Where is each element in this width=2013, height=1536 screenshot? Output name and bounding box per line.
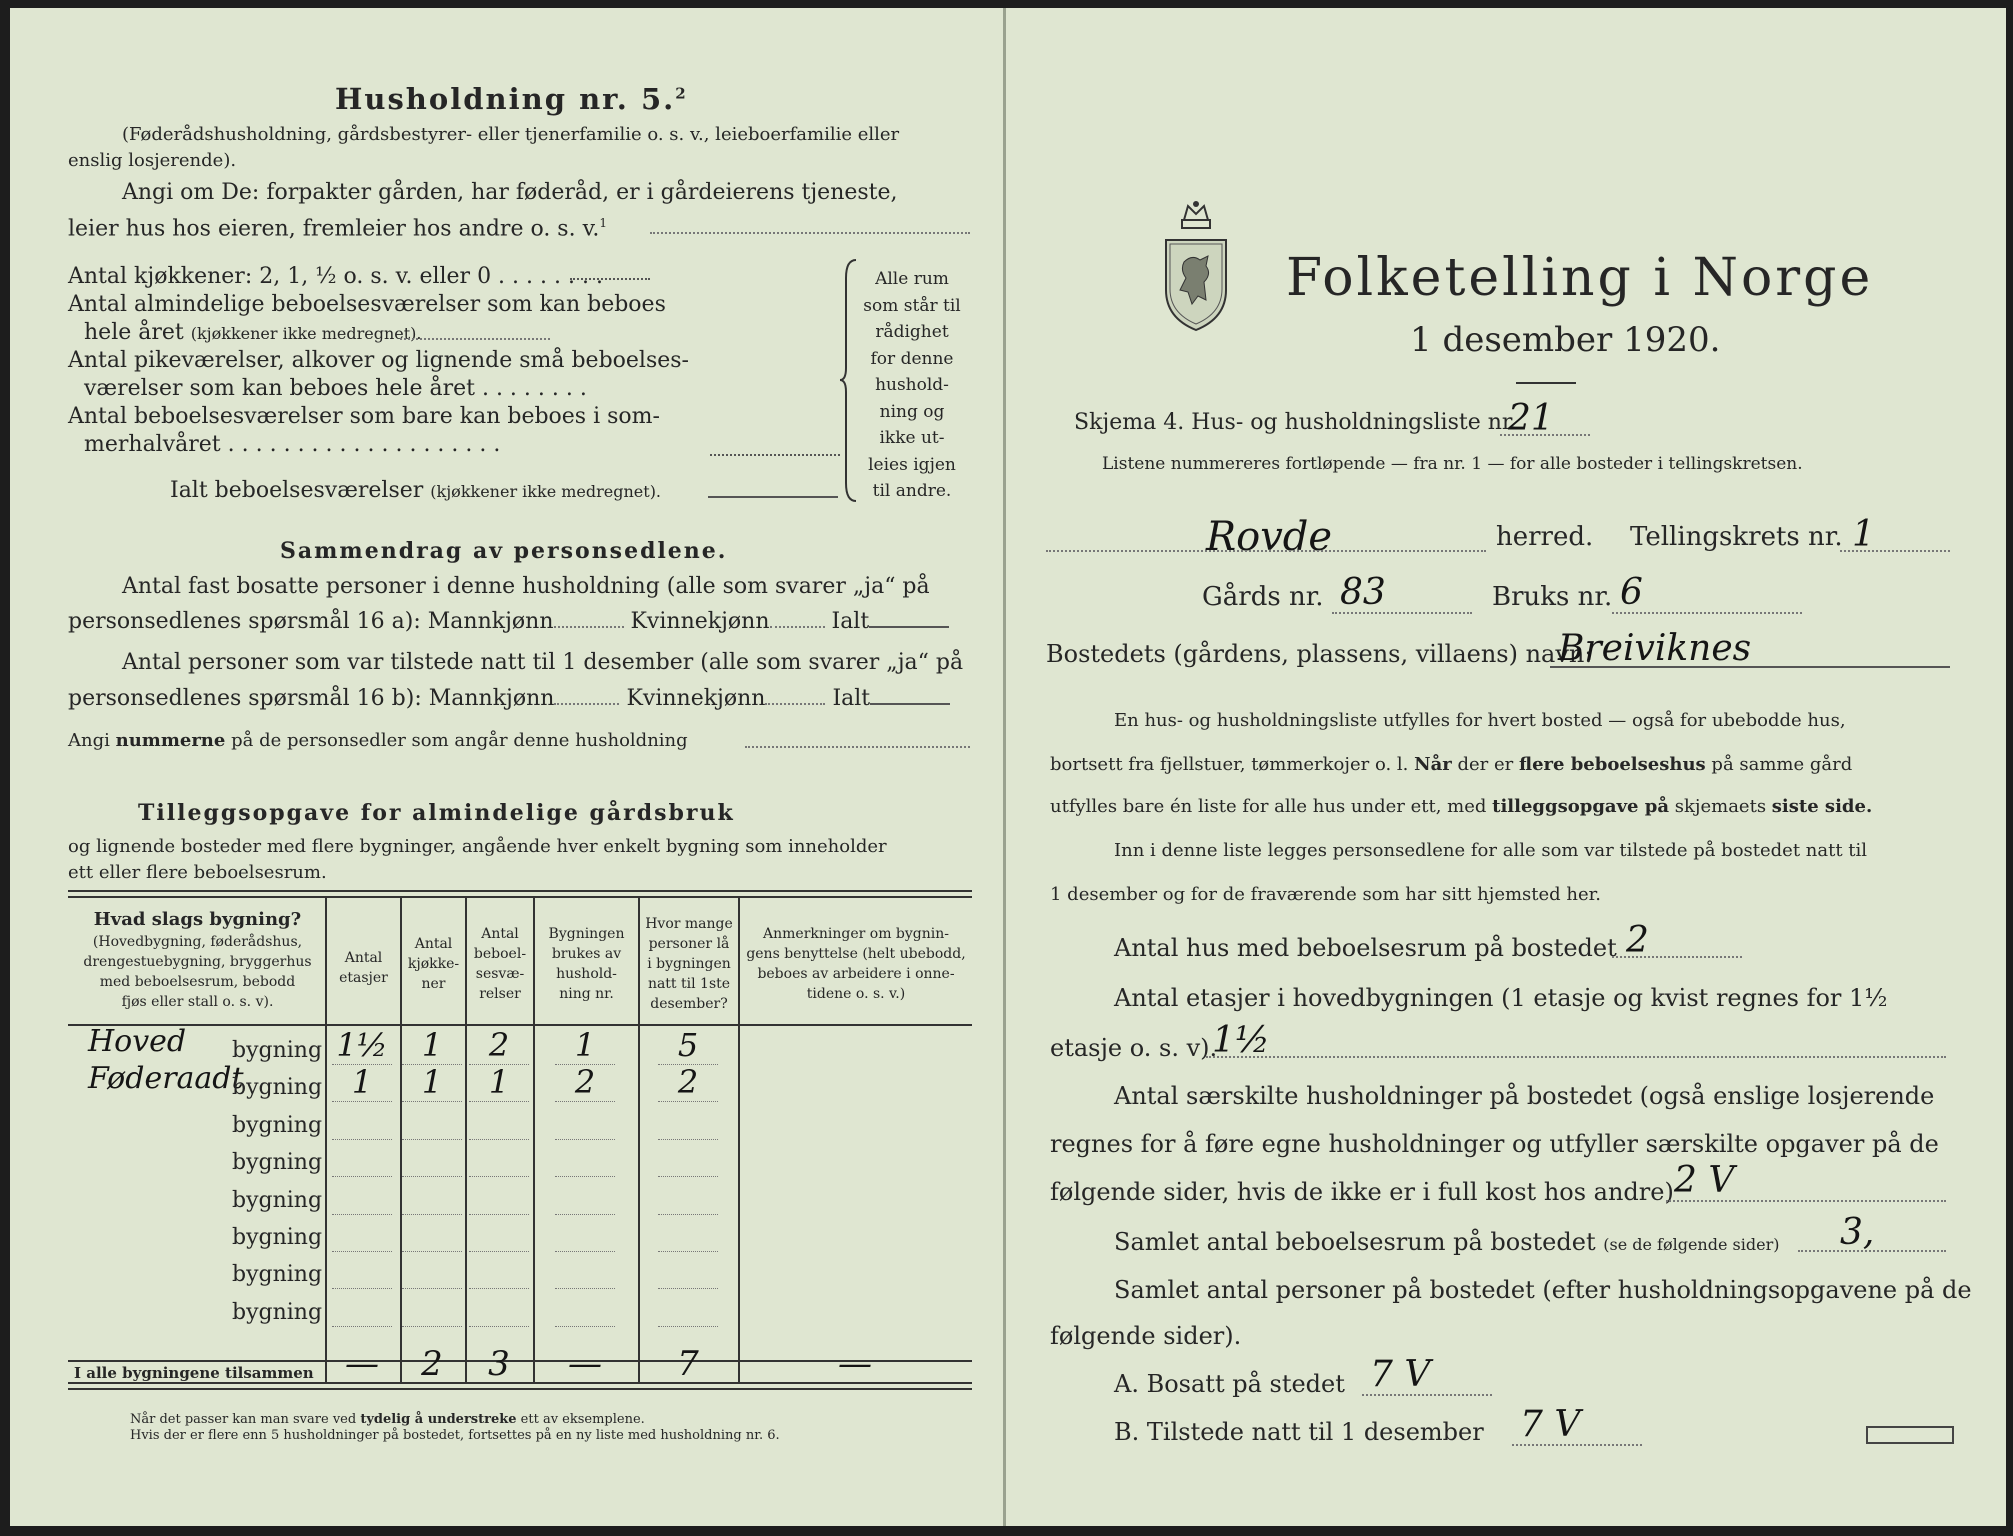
gards-label: Gårds nr. — [1202, 582, 1324, 612]
sarskilte-line-2: regnes for å føre egne husholdninger og utfyller særskilte opgaver på de — [1050, 1130, 1939, 1158]
table-cell-line — [658, 1251, 718, 1252]
building-suffix: bygning — [232, 1300, 323, 1325]
schema-number: 21 — [1508, 398, 1554, 439]
table-total-cell: 3 — [488, 1344, 510, 1384]
tellingskrets-value: 1 — [1852, 514, 1875, 555]
bruks-line — [1612, 612, 1802, 614]
census-title: Folketelling i Norge — [1286, 248, 1874, 308]
etasjer-line — [1206, 1056, 1946, 1058]
table-bottom-rule-2 — [68, 1388, 972, 1390]
tilstede-label: B. Tilstede natt til 1 desember — [1114, 1418, 1484, 1446]
rooms-ordinary-dots — [400, 338, 550, 340]
footnote-2: Hvis der er flere enn 5 husholdninger på bostedet, fortsettes på en ny liste med husholdning nr. 6. — [130, 1428, 780, 1443]
table-cell-line — [332, 1326, 392, 1327]
instruction-1: En hus- og husholdningsliste utfylles for hvert bosted — også for ubebodde hus, — [1114, 710, 1846, 731]
table-cell-line — [402, 1139, 462, 1140]
building-suffix: bygning — [232, 1113, 323, 1138]
table-cell-line — [332, 1214, 392, 1215]
hus-value: 2 — [1626, 920, 1649, 961]
instruction-4: Inn i denne liste legges personsedlene for alle som var tilstede på bostedet natt til — [1114, 840, 1868, 861]
table-cell-line — [555, 1288, 615, 1289]
footnote-1: Når det passer kan man svare ved tydelig å understreke ett av eksemplene. — [130, 1412, 645, 1427]
building-suffix: bygning — [232, 1075, 323, 1100]
bosatt-line — [1362, 1394, 1492, 1396]
table-cell-line — [658, 1139, 718, 1140]
rooms-summer-cont: merhalvåret . . . . . . . . . . . . . . . . . . . . — [84, 432, 501, 457]
instruction-3: utfylles bare én liste for alle hus under ett, med tilleggsopgave på skjemaets siste side. — [1050, 796, 1873, 817]
question-line-1: Angi om De: forpakter gården, har føderåd, er i gårdeierens tjeneste, — [122, 180, 898, 205]
table-cell-line — [555, 1326, 615, 1327]
rooms-kitchens: Antal kjøkkener: 2, 1, ½ o. s. v. eller 0 . . . . . . . . — [68, 264, 603, 289]
rooms-small: Antal pikeværelser, alkover og lignende små beboelses- — [68, 348, 689, 373]
table-total-cell: — — [568, 1344, 602, 1384]
building-suffix: bygning — [232, 1262, 323, 1287]
listene-note: Listene nummereres fortløpende — fra nr. 1 — for alle bosteder i tellingskretsen. — [1102, 454, 1803, 474]
table-cell: 2 — [677, 1063, 699, 1101]
table-top-rule — [68, 890, 972, 892]
intro-note-cont: enslig losjerende). — [68, 150, 237, 171]
hus-line — [1612, 956, 1742, 958]
angi-numbers: Angi nummerne på de personsedler som angår denne husholdning — [68, 730, 688, 751]
table-cell-line — [402, 1214, 462, 1215]
tilstede-line — [1512, 1444, 1642, 1446]
building-suffix: bygning — [232, 1225, 323, 1250]
bruks-value: 6 — [1620, 572, 1643, 613]
table-cell-line — [555, 1176, 615, 1177]
gards-value: 83 — [1340, 572, 1386, 613]
schema-label: Skjema 4. Hus- og husholdningsliste nr. — [1074, 410, 1517, 435]
table-header-household: Bygningen brukes av hushold- ning nr. — [548, 926, 625, 1002]
herred-value: Rovde — [1206, 514, 1333, 560]
table-total-label: I alle bygningene tilsammen — [74, 1364, 314, 1382]
building-suffix: bygning — [232, 1188, 323, 1213]
table-cell-line — [402, 1326, 462, 1327]
bruks-label: Bruks nr. — [1492, 582, 1613, 612]
table-header-floors: Antal etasjer — [339, 950, 388, 986]
table-total-cell: — — [345, 1344, 379, 1384]
building-suffix: bygning — [232, 1038, 323, 1063]
summary-1-line-1: Antal fast bosatte personer i denne husholdning (alle som svarer „ja“ på — [122, 574, 930, 599]
right-page — [1006, 8, 2006, 1526]
coat-of-arms-icon — [1156, 200, 1236, 340]
table-cell-line — [555, 1251, 615, 1252]
rooms-small-cont: værelser som kan beboes hele året . . . . . . . . — [84, 376, 587, 401]
table-cell-line — [402, 1288, 462, 1289]
hus-label: Antal hus med beboelsesrum på bostedet — [1114, 934, 1617, 962]
instruction-5: 1 desember og for de fraværende som har sitt hjemsted her. — [1050, 884, 1601, 905]
samlet-pers-line-1: Samlet antal personer på bostedet (efter husholdningsopgavene på de — [1114, 1276, 1972, 1304]
table-cell: 1 — [351, 1063, 373, 1101]
summary-2-line-2: personsedlenes spørsmål 16 b): Mannkjønn Kvinnekjønn Ialt — [68, 686, 950, 711]
rooms-ordinary-cont: hele året (kjøkkener ikke medregnet). — [84, 320, 422, 345]
table-cell-line — [469, 1139, 529, 1140]
bosted-label: Bostedets (gårdens, plassens, villaens) navn: — [1046, 640, 1593, 668]
summary-1-line-2: personsedlenes spørsmål 16 a): Mannkjønn Kvinnekjønn Ialt — [68, 609, 949, 634]
table-cell-line — [402, 1251, 462, 1252]
rooms-total: Ialt beboelsesværelser (kjøkkener ikke medregnet). — [170, 478, 662, 503]
gards-line — [1332, 612, 1472, 614]
herred-label: herred. — [1496, 522, 1594, 552]
table-cell-line — [658, 1176, 718, 1177]
building-name: Hoved — [88, 1024, 187, 1059]
tilstede-value: 7 V — [1520, 1404, 1581, 1445]
table-cell-line — [658, 1326, 718, 1327]
household-title: Husholdning nr. 5.$^2$ — [335, 82, 688, 116]
census-date: 1 desember 1920. — [1410, 320, 1721, 360]
farm-title: Tilleggsopgave for almindelige gårdsbruk — [138, 800, 735, 826]
table-cell-line — [402, 1176, 462, 1177]
building-suffix: bygning — [232, 1150, 323, 1175]
summary-2-line-1: Antal personer som var tilstede natt til 1 desember (alle som svarer „ja“ på — [122, 650, 964, 675]
summary-title: Sammendrag av personsedlene. — [280, 538, 728, 564]
printer-stamp — [1866, 1426, 1954, 1444]
rooms-ordinary: Antal almindelige beboelsesværelser som kan beboes — [68, 292, 666, 317]
etasjer-label-cont: etasje o. s. v). — [1050, 1034, 1218, 1062]
table-cell-line — [402, 1101, 462, 1102]
sarskilte-line-1: Antal særskilte husholdninger på bostedet (også enslige losjerende — [1114, 1082, 1935, 1110]
left-page — [10, 8, 1004, 1526]
brace-icon — [840, 258, 860, 503]
angi-numbers-line — [745, 746, 970, 748]
table-cell-line — [332, 1176, 392, 1177]
samlet-pers-line-2: følgende sider). — [1050, 1322, 1242, 1350]
table-cell: 1½ — [336, 1026, 388, 1064]
table-cell-line — [555, 1101, 615, 1102]
sarskilte-line-3: følgende sider, hvis de ikke er i full kost hos andre) — [1050, 1178, 1674, 1206]
samlet-rom-line — [1798, 1250, 1946, 1252]
table-cell-line — [469, 1288, 529, 1289]
farm-intro-cont: ett eller flere beboelsesrum. — [68, 862, 327, 883]
samlet-rom-value: 3, — [1840, 1212, 1875, 1253]
etasjer-label: Antal etasjer i hovedbygningen (1 etasje og kvist regnes for 1½ — [1114, 984, 1888, 1012]
table-cell-line — [555, 1214, 615, 1215]
bosatt-label: A. Bosatt på stedet — [1114, 1370, 1345, 1398]
sarskilte-line — [1666, 1200, 1946, 1202]
table-cell-line — [332, 1288, 392, 1289]
table-header-kitchens: Antal kjøkke- ner — [407, 936, 460, 992]
tellingskrets-line — [1840, 550, 1950, 552]
building-name: Føderaadt — [88, 1061, 244, 1096]
rooms-summer-answer — [710, 454, 840, 456]
instruction-2: bortsett fra fjellstuer, tømmerkojer o. l. Når der er flere beboelseshus på samme gård — [1050, 754, 1853, 775]
table-header-rooms: Antal beboel- sesvæ- relser — [473, 926, 527, 1002]
table-header-persons: Hvor mange personer lå i bygningen natt til 1ste desember? — [645, 916, 733, 1012]
herred-line — [1046, 550, 1486, 552]
question-line-2: leier hus hos eieren, fremleier hos andre o. s. v.$^1$ — [68, 216, 608, 242]
table-cell-line — [469, 1326, 529, 1327]
rooms-kitchens-answer — [570, 278, 650, 280]
table-cell: 2 — [574, 1063, 596, 1101]
table-total-cell: 7 — [677, 1344, 699, 1384]
table-cell: 1 — [421, 1063, 443, 1101]
rooms-summer: Antal beboelsesværelser som bare kan beboes i som- — [68, 404, 660, 429]
table-cell: 1 — [421, 1026, 443, 1064]
table-header-building: Hvad slags bygning? (Hovedbygning, føderådshus, drengestuebygning, bryggerhus med beboelsesrum, bebodd fjøs eller stall o. s. v). — [83, 909, 312, 1010]
bosted-line — [1550, 666, 1950, 668]
table-cell-line — [658, 1214, 718, 1215]
table-cell: 2 — [488, 1026, 510, 1064]
rooms-total-answer — [708, 496, 838, 498]
samlet-rom-label: Samlet antal beboelsesrum på bostedet (se de følgende sider) — [1114, 1228, 1780, 1256]
bosted-value: Breiviknes — [1558, 628, 1752, 669]
table-cell-line — [332, 1251, 392, 1252]
schema-number-line — [1500, 434, 1590, 436]
table-cell-line — [469, 1101, 529, 1102]
table-cell-line — [658, 1288, 718, 1289]
table-cell: 1 — [488, 1063, 510, 1101]
farm-intro: og lignende bosteder med flere bygninger, angående hver enkelt bygning som inneholder — [68, 836, 887, 857]
table-cell-line — [332, 1101, 392, 1102]
table-cell-line — [658, 1101, 718, 1102]
table-header-remarks: Anmerkninger om bygnin- gens benyttelse (helt ubebodd, beboes av arbeidere i onne- tidene o. s. v.) — [746, 926, 966, 1002]
intro-note: (Føderådshusholdning, gårdsbestyrer- eller tjenerfamilie o. s. v., leieboerfamilie eller — [122, 124, 900, 145]
tellingskrets-label: Tellingskrets nr. — [1630, 522, 1843, 552]
table-cell: 5 — [677, 1026, 699, 1064]
table-cell-line — [469, 1214, 529, 1215]
title-separator — [1516, 382, 1576, 384]
table-cell: 1 — [574, 1026, 596, 1064]
table-cell-line — [469, 1251, 529, 1252]
table-top-rule-2 — [68, 896, 972, 898]
table-total-cell: 2 — [421, 1344, 443, 1384]
question-answer-line — [650, 232, 970, 234]
bosatt-value: 7 V — [1370, 1354, 1431, 1395]
table-cell-line — [555, 1139, 615, 1140]
table-cell-line — [469, 1176, 529, 1177]
table-total-cell: — — [838, 1344, 872, 1384]
sarskilte-value: 2 V — [1674, 1160, 1735, 1201]
brace-note: Alle rum som står til rådighet for denne hushold- ning og ikke ut- leies igjen til andre. — [863, 269, 961, 501]
table-cell-line — [332, 1139, 392, 1140]
etasjer-value: 1½ — [1212, 1020, 1270, 1061]
